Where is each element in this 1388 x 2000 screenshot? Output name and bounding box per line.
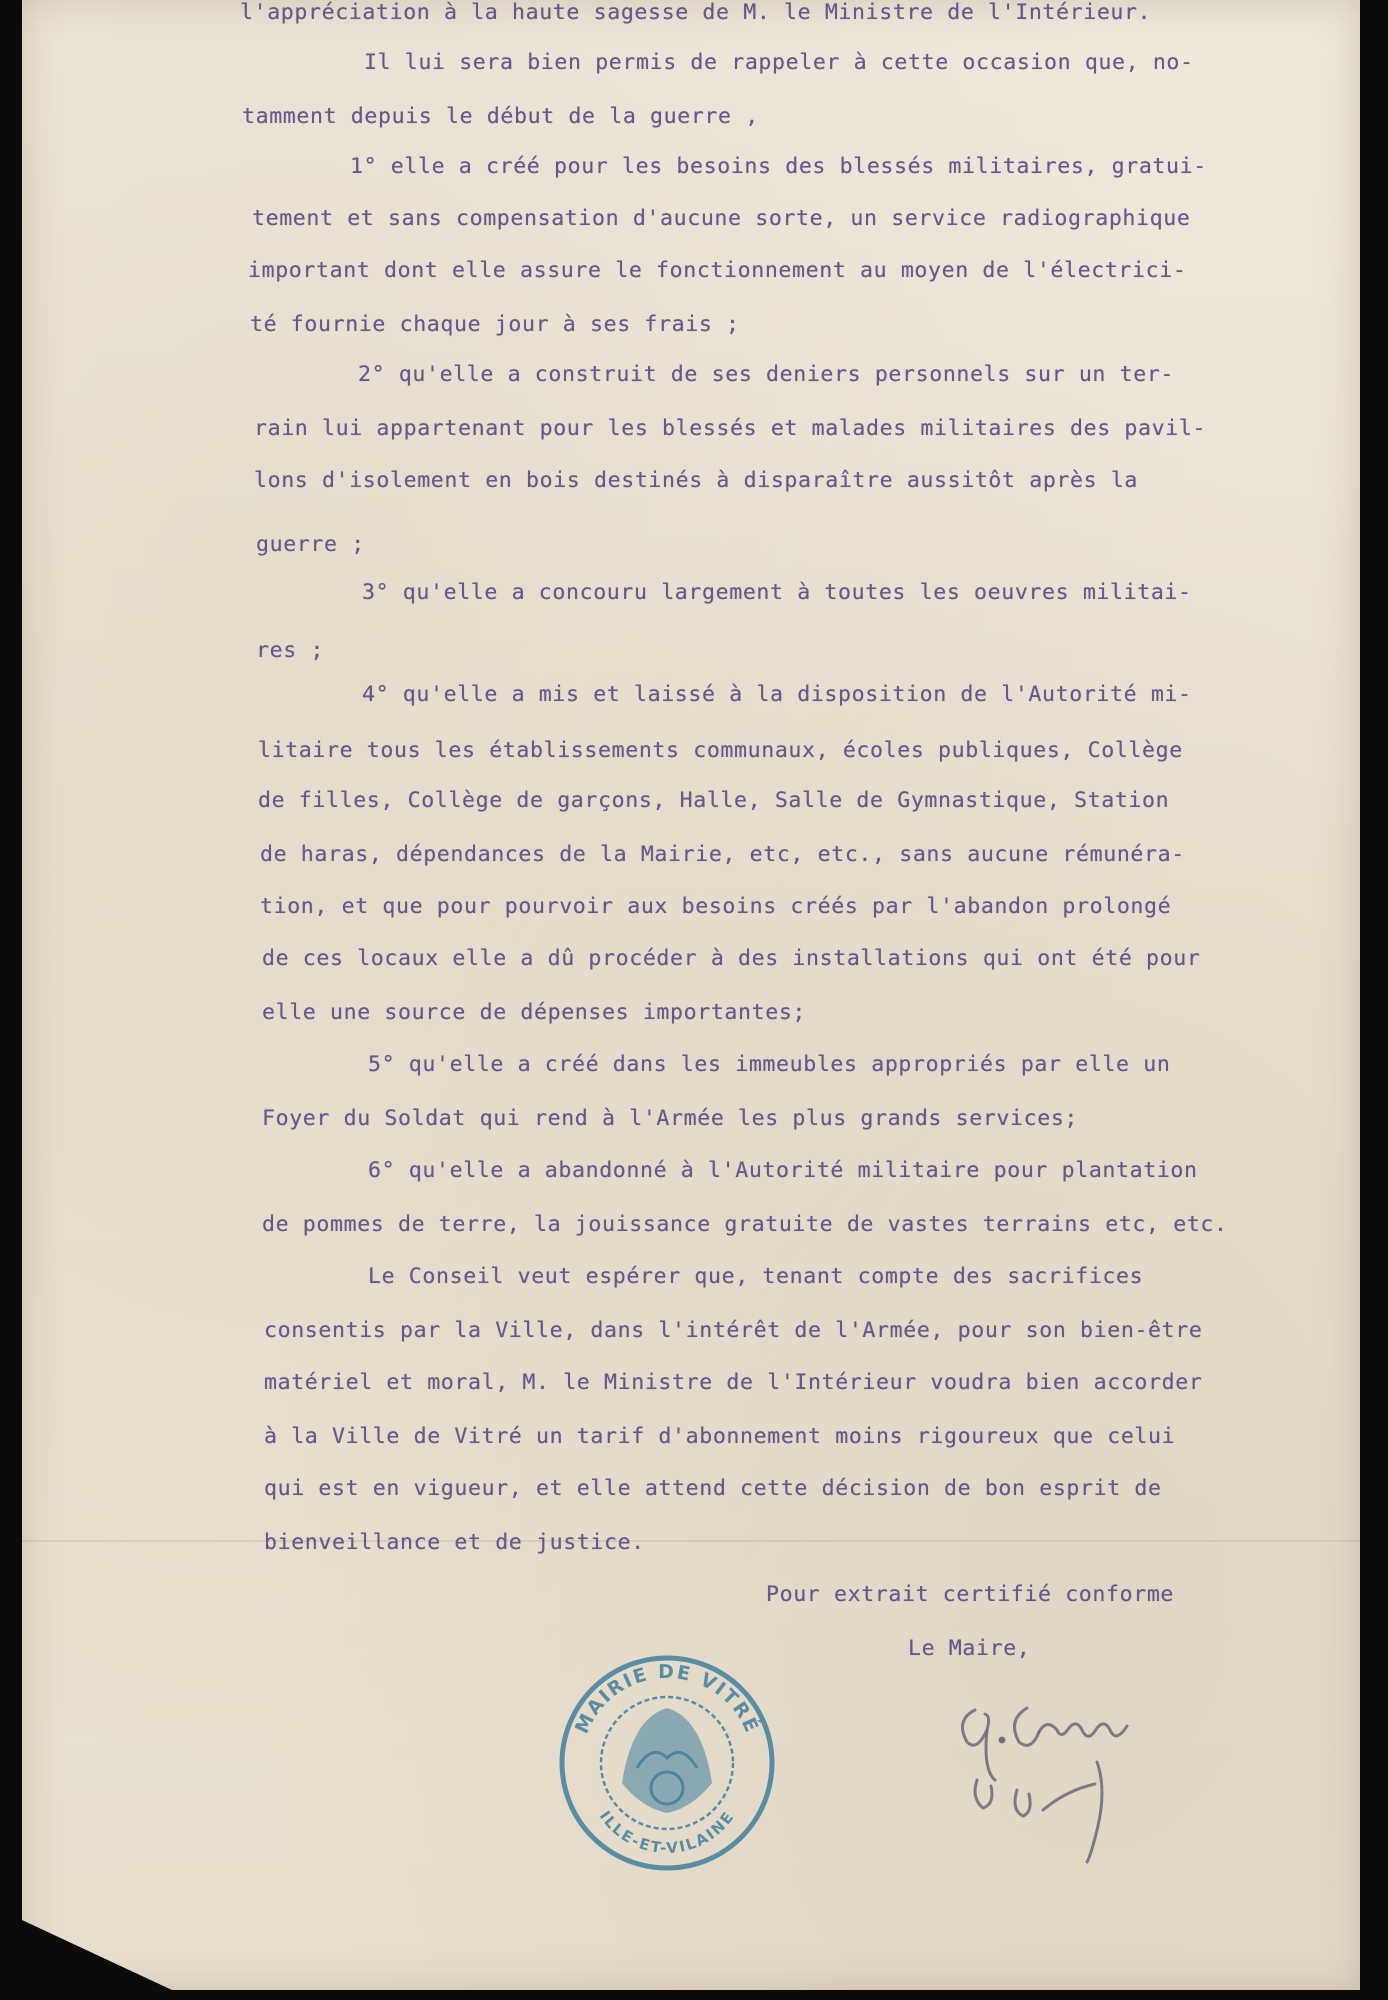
mairie-stamp [552, 1648, 782, 1878]
text-line-2: Il lui sera bien permis de rappeler à cette occasion que, no- [364, 50, 1194, 75]
stamp-text-top: MAIRIE DE VITRÉ [570, 1660, 764, 1738]
text-line-8: 2° qu'elle a construit de ses deniers personnels sur un ter- [358, 362, 1175, 387]
text-line-24: de pommes de terre, la jouissance gratuite de vastes terrains etc, etc. [262, 1212, 1228, 1237]
text-line-1: l'appréciation à la haute sagesse de M. le Ministre de l'Intérieur. [240, 0, 1152, 25]
text-line-13: res ; [256, 638, 325, 663]
text-line-23: 6° qu'elle a abandonné à l'Autorité militaire pour plantation [368, 1158, 1198, 1183]
text-line-3: tamment depuis le début de la guerre , [242, 104, 759, 129]
mayor-signature [947, 1680, 1177, 1870]
text-line-15: litaire tous les établissements communaux, écoles publiques, Collège [258, 738, 1183, 763]
text-line-27: matériel et moral, M. le Ministre de l'Intérieur voudra bien accorder [264, 1370, 1203, 1395]
text-line-17: de haras, dépendances de la Mairie, etc, etc., sans aucune rémunéra- [260, 842, 1185, 867]
text-line-29: qui est en vigueur, et elle attend cette décision de bon esprit de [264, 1476, 1162, 1501]
text-line-25: Le Conseil veut espérer que, tenant compte des sacrifices [368, 1264, 1144, 1289]
signatory-title: Le Maire, [908, 1636, 1031, 1661]
text-line-11: guerre ; [256, 532, 365, 557]
text-line-18: tion, et que pour pourvoir aux besoins créés par l'abandon prolongé [260, 894, 1172, 919]
text-line-16: de filles, Collège de garçons, Halle, Salle de Gymnastique, Station [258, 788, 1170, 813]
text-line-28: à la Ville de Vitré un tarif d'abonnement moins rigoureux que celui [264, 1424, 1176, 1449]
text-line-19: de ces locaux elle a dû procéder à des installations qui ont été pour [262, 946, 1201, 971]
document-page [22, 0, 1360, 1990]
stamp-text-bottom: ILLE-ET-VILAINE [595, 1807, 739, 1858]
text-line-14: 4° qu'elle a mis et laissé à la disposition de l'Autorité mi- [362, 682, 1192, 707]
text-line-30: bienveillance et de justice. [264, 1530, 645, 1555]
text-line-22: Foyer du Soldat qui rend à l'Armée les plus grands services; [262, 1106, 1079, 1131]
text-line-21: 5° qu'elle a créé dans les immeubles appropriés par elle un [368, 1052, 1171, 1077]
text-line-9: rain lui appartenant pour les blessés et malades militaires des pavil- [254, 416, 1207, 441]
text-line-20: elle une source de dépenses importantes; [262, 1000, 807, 1025]
text-line-7: té fournie chaque jour à ses frais ; [250, 312, 740, 337]
text-line-6: important dont elle assure le fonctionnement au moyen de l'électrici- [248, 258, 1187, 283]
text-line-4: 1° elle a créé pour les besoins des blessés militaires, gratui- [350, 154, 1207, 179]
text-line-12: 3° qu'elle a concouru largement à toutes les oeuvres militai- [362, 580, 1192, 605]
svg-text:ILLE-ET-VILAINE [596, 1807, 738, 1857]
text-line-10: lons d'isolement en bois destinés à disparaître aussitôt après la [254, 468, 1139, 493]
text-line-5: tement et sans compensation d'aucune sorte, un service radiographique [252, 206, 1191, 231]
torn-corner [22, 1920, 172, 1990]
text-line-26: consentis par la Ville, dans l'intérêt de l'Armée, pour son bien-être [264, 1318, 1203, 1343]
paper-fold [22, 1540, 1360, 1542]
certification-line: Pour extrait certifié conforme [766, 1582, 1175, 1607]
